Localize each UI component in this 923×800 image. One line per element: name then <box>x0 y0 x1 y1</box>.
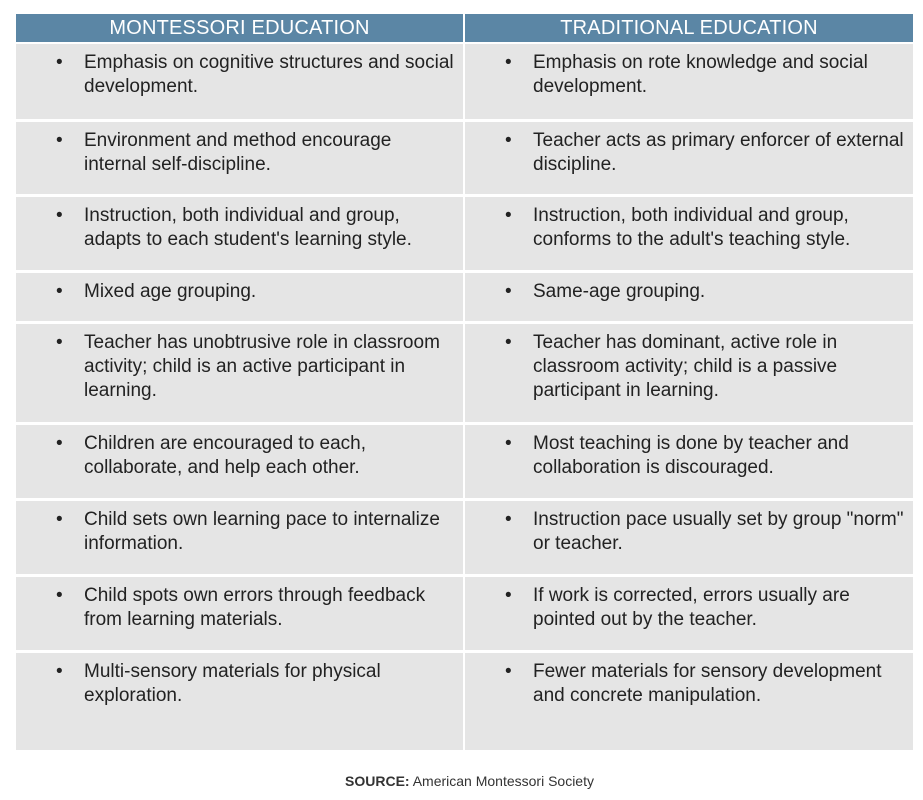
bullet-icon: • <box>56 433 63 454</box>
traditional-cell <box>465 197 913 270</box>
bullet-icon: • <box>505 52 512 73</box>
bullet-icon: • <box>505 433 512 454</box>
cell-text: Instruction, both individual and group, conforms to the adult's teaching style. <box>533 205 851 250</box>
traditional-cell <box>465 577 913 650</box>
bullet-icon: • <box>505 205 512 226</box>
header-traditional: TRADITIONAL EDUCATION <box>465 14 913 42</box>
traditional-cell <box>465 44 913 119</box>
bullet-icon: • <box>505 585 512 606</box>
cell-text: If work is corrected, errors usually are pointed out by the teacher. <box>533 585 850 630</box>
cell-text: Child sets own learning pace to internalize information. <box>84 509 440 554</box>
cell-text: Children are encouraged to each, collaborate, and help each other. <box>84 433 367 478</box>
table-row <box>16 425 913 501</box>
bullet-icon: • <box>56 130 63 151</box>
table-row <box>16 273 913 324</box>
traditional-cell <box>465 324 913 422</box>
table-row <box>16 577 913 653</box>
montessori-cell <box>16 324 463 422</box>
cell-text: Instruction, both individual and group, adapts to each student's learning style. <box>84 205 412 250</box>
cell-text: Emphasis on rote knowledge and social development. <box>533 52 868 97</box>
table-row <box>16 324 913 425</box>
bullet-icon: • <box>505 130 512 151</box>
source-text: American Montessori Society <box>409 773 594 789</box>
montessori-cell <box>16 577 463 650</box>
bullet-icon: • <box>56 661 63 682</box>
cell-text: Mixed age grouping. <box>84 281 257 302</box>
cell-text: Environment and method encourage internal self-discipline. <box>84 130 392 175</box>
cell-text: Most teaching is done by teacher and collaboration is discouraged. <box>533 433 849 478</box>
traditional-cell <box>465 122 913 194</box>
comparison-table <box>16 14 913 750</box>
montessori-cell <box>16 653 463 750</box>
bullet-icon: • <box>56 205 63 226</box>
cell-text: Teacher has dominant, active role in classroom activity; child is a passive participant in learning. <box>533 332 838 401</box>
table-row <box>16 122 913 197</box>
traditional-cell <box>465 425 913 498</box>
montessori-cell <box>16 44 463 119</box>
header-montessori: MONTESSORI EDUCATION <box>16 14 463 42</box>
bullet-icon: • <box>56 332 63 353</box>
bullet-icon: • <box>505 281 512 302</box>
cell-text: Teacher has unobtrusive role in classroom activity; child is an active participant in learning. <box>84 332 440 401</box>
bullet-icon: • <box>56 52 63 73</box>
table-row <box>16 653 913 750</box>
cell-text: Same-age grouping. <box>533 281 706 302</box>
traditional-cell <box>465 501 913 574</box>
table-row <box>16 197 913 273</box>
bullet-icon: • <box>505 332 512 353</box>
montessori-cell <box>16 273 463 321</box>
bullet-icon: • <box>505 509 512 530</box>
cell-text: Emphasis on cognitive structures and social development. <box>84 52 454 97</box>
montessori-cell <box>16 501 463 574</box>
table-row <box>16 44 913 122</box>
bullet-icon: • <box>505 661 512 682</box>
traditional-cell <box>465 653 913 750</box>
montessori-cell <box>16 197 463 270</box>
cell-text: Fewer materials for sensory development and concrete manipulation. <box>533 661 882 706</box>
source-caption <box>0 773 923 789</box>
montessori-cell <box>16 425 463 498</box>
table-row <box>16 501 913 577</box>
bullet-icon: • <box>56 281 63 302</box>
source-label: SOURCE: <box>345 773 410 789</box>
bullet-icon: • <box>56 509 63 530</box>
cell-text: Instruction pace usually set by group "norm" or teacher. <box>533 509 904 554</box>
cell-text: Teacher acts as primary enforcer of external discipline. <box>533 130 904 175</box>
cell-text: Multi-sensory materials for physical exploration. <box>84 661 381 706</box>
traditional-cell <box>465 273 913 321</box>
table-header-row <box>16 14 913 44</box>
cell-text: Child spots own errors through feedback from learning materials. <box>84 585 426 630</box>
bullet-icon: • <box>56 585 63 606</box>
montessori-cell <box>16 122 463 194</box>
